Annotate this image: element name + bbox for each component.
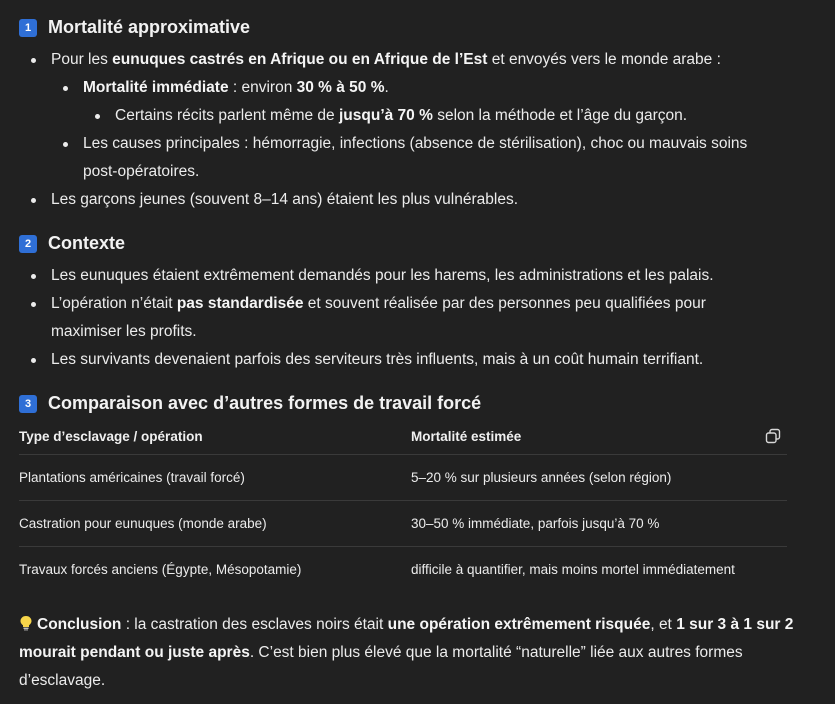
text: : environ [228, 79, 297, 96]
number-badge-1: 1 [19, 19, 37, 37]
bold-text: 30 % à 50 % [296, 79, 385, 96]
number-badge-2: 2 [19, 235, 37, 253]
text: et souvent réalisée par des personnes peu qualifiées pour [303, 295, 706, 312]
number-badge-3: 3 [19, 395, 37, 413]
text: post-opératoires. [83, 163, 200, 180]
text: Les eunuques étaient extrêmement demandés pour les harems, les administrations et les palais. [51, 267, 714, 284]
text: Les survivants devenaient parfois des serviteurs très influents, mais à un coût humain terrifiant. [51, 351, 704, 368]
column-header-type: Type d’esclavage / opération [19, 429, 203, 444]
text: maximiser les profits. [51, 323, 197, 340]
bold-text: pas standardisée [176, 295, 304, 312]
list-item-continuation [51, 321, 197, 343]
table-cell: 30–50 % immédiate, parfois jusqu’à 70 % [411, 516, 660, 531]
conclusion-line-1 [19, 614, 793, 636]
text: . C’est bien plus élevé que la mortalité “naturelle” liée aux autres formes [249, 644, 743, 661]
list-item [51, 265, 714, 287]
list-item-continuation [83, 161, 199, 183]
section-heading-1 [19, 17, 250, 38]
conclusion-line-3 [19, 670, 105, 692]
text: Pour les [51, 51, 113, 68]
text: Certains récits parlent même de [115, 107, 339, 124]
conclusion-label: Conclusion [37, 616, 122, 633]
bold-text: eunuques castrés en Afrique ou en Afrique de l’Est [112, 51, 488, 68]
text: , et [650, 616, 677, 633]
bold-text: 1 sur 3 à 1 sur 2 [676, 616, 794, 633]
list-item [115, 105, 687, 127]
bold-text: une opération extrêmement risquée [387, 616, 651, 633]
table-cell: 5–20 % sur plusieurs années (selon région) [411, 470, 672, 485]
section-title-1: Mortalité approximative [48, 17, 251, 37]
table-row [19, 501, 787, 547]
text: selon la méthode et l’âge du garçon. [432, 107, 688, 124]
section-title-3: Comparaison avec d’autres formes de travail forcé [48, 393, 482, 413]
text: et envoyés vers le monde arabe : [487, 51, 721, 68]
text: Les garçons jeunes (souvent 8–14 ans) étaient les plus vulnérables. [51, 191, 519, 208]
table-row [19, 547, 787, 592]
text: . [384, 79, 389, 96]
comparison-table [19, 422, 787, 592]
section-heading-2 [19, 233, 125, 254]
text: d’esclavage. [19, 672, 106, 689]
bold-text: jusqu’à 70 % [338, 107, 433, 124]
lightbulb-icon [19, 615, 33, 631]
list-item [83, 133, 747, 155]
list-item [51, 49, 721, 71]
conclusion-line-2 [19, 642, 743, 664]
copy-icon[interactable] [765, 428, 781, 444]
bold-text: mourait pendant ou juste après [19, 644, 250, 661]
table-cell: Travaux forcés anciens (Égypte, Mésopotamie) [19, 562, 302, 577]
text: Les causes principales : hémorragie, infections (absence de stérilisation), choc ou mauvais soins [83, 135, 748, 152]
text: : la castration des esclaves noirs était [121, 616, 388, 633]
list-item [51, 349, 703, 371]
table-cell: Plantations américaines (travail forcé) [19, 470, 245, 485]
section-heading-3 [19, 393, 481, 414]
text: L’opération n’était [51, 295, 177, 312]
table-row [19, 455, 787, 501]
bold-text: Mortalité immédiate [83, 79, 229, 96]
table-cell: Castration pour eunuques (monde arabe) [19, 516, 267, 531]
list-item [51, 293, 706, 315]
list-item [51, 189, 518, 211]
list-item [83, 77, 389, 99]
section-title-2: Contexte [48, 233, 126, 253]
table-cell: difficile à quantifier, mais moins mortel immédiatement [411, 562, 735, 577]
column-header-mortality: Mortalité estimée [411, 429, 522, 444]
table-header-row [19, 422, 787, 455]
